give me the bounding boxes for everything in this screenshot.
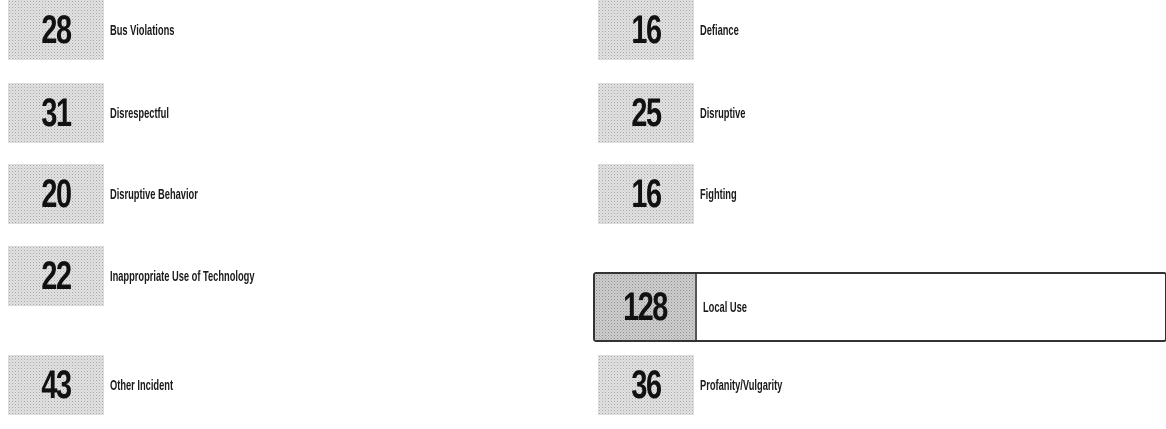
category-label: Other Incident — [110, 376, 174, 394]
category-item-fighting[interactable] — [598, 164, 759, 224]
count-value: 16 — [631, 7, 661, 52]
category-label: Bus Violations — [110, 21, 175, 39]
category-label: Defiance — [700, 21, 739, 39]
count-badge — [595, 274, 697, 340]
category-label: Inappropriate Use of Technology — [110, 267, 255, 285]
category-label: Disrespectful — [110, 104, 169, 122]
count-badge — [8, 83, 104, 143]
category-item-local-use[interactable] — [593, 272, 1166, 342]
count-value: 16 — [631, 171, 661, 216]
category-item-disruptive-behavior[interactable] — [8, 164, 252, 224]
category-item-bus-violations[interactable] — [8, 0, 214, 60]
count-badge — [598, 355, 694, 415]
count-badge — [598, 83, 694, 143]
count-value: 31 — [41, 90, 71, 135]
category-item-profanity-vulgarity[interactable] — [598, 355, 833, 415]
count-badge — [8, 0, 104, 60]
count-badge — [8, 246, 104, 306]
category-label: Disruptive — [700, 104, 746, 122]
count-value: 22 — [41, 253, 71, 298]
category-item-inappropriate-use-of-technology[interactable] — [8, 246, 343, 306]
category-label: Local Use — [703, 298, 747, 316]
category-item-disruptive[interactable] — [598, 83, 773, 143]
count-value: 36 — [631, 362, 661, 407]
category-item-other-incident[interactable] — [8, 355, 212, 415]
count-badge — [8, 355, 104, 415]
count-badge — [598, 164, 694, 224]
category-item-defiance[interactable] — [598, 0, 763, 60]
category-label: Fighting — [700, 185, 737, 203]
count-value: 25 — [631, 90, 661, 135]
category-label: Profanity/Vulgarity — [700, 376, 783, 394]
count-badge — [598, 0, 694, 60]
count-value: 20 — [41, 171, 71, 216]
category-item-disrespectful[interactable] — [8, 83, 205, 143]
count-badge — [8, 164, 104, 224]
category-label: Disruptive Behavior — [110, 185, 198, 203]
count-value: 28 — [41, 7, 71, 52]
count-value: 128 — [623, 284, 667, 329]
count-value: 43 — [41, 362, 71, 407]
